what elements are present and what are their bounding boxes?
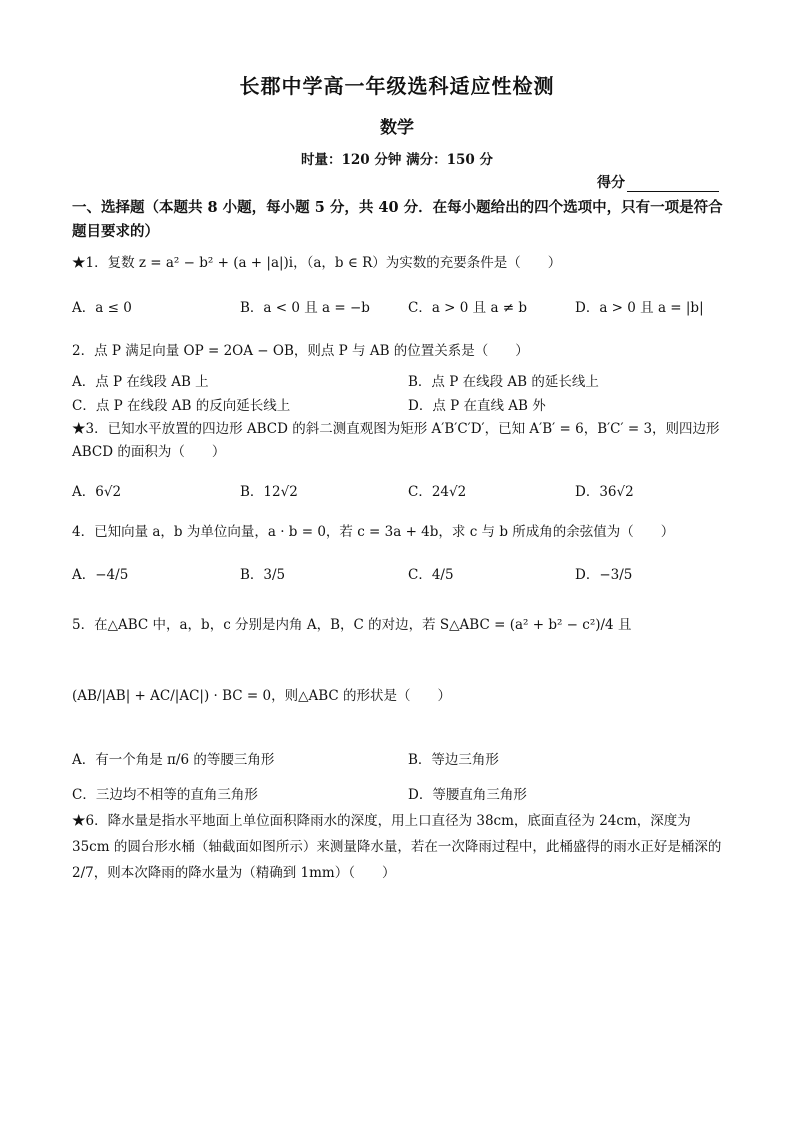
option-b: B．等边三角形	[408, 752, 499, 768]
option-c: C．三边均不相等的直角三角形	[72, 787, 258, 803]
question-6	[72, 808, 732, 886]
section-heading-choice: 一、选择题（本题共 8 小题，每小题 5 分，共 40 分．在每小题给出的四个选项中，只有一项是符合题目要求的）	[72, 199, 723, 240]
option-c: C．a > 0 且 a ≠ b	[408, 300, 528, 316]
option-a: A．−4/5	[72, 567, 129, 583]
question-5-line-1	[72, 614, 732, 637]
question-3-stem: ★3．已知水平放置的四边形 ABCD 的斜二测直观图为矩形 A′B′C′D′，已知 A′B′ = 6，B′C′ = 3，则四边形 ABCD 的面积为（ ）	[72, 421, 720, 460]
option-d: D．a > 0 且 a = |b|	[575, 300, 704, 316]
option-a: A．点 P 在线段 AB 上	[72, 374, 209, 390]
option-d: D．−3/5	[575, 567, 633, 583]
option-c: C．4/5	[408, 567, 454, 583]
option-c: C．点 P 在线段 AB 的反向延长线上	[72, 398, 291, 414]
question-3-options	[72, 480, 732, 503]
option-d: D．等腰直角三角形	[408, 787, 527, 803]
question-2	[72, 340, 732, 363]
question-4-options	[72, 563, 732, 586]
question-1	[72, 252, 732, 275]
option-b: B．a < 0 且 a = −b	[240, 300, 370, 316]
option-a: A．a ≤ 0	[72, 300, 132, 316]
question-5-stem-line-1: 5．在△ABC 中，a，b，c 分别是内角 A，B，C 的对边，若 S△ABC = (a² + b² − c²)/4 且	[72, 617, 632, 633]
subject-title: 数学	[380, 118, 414, 138]
option-a: A．6√2	[72, 484, 122, 500]
question-6-stem: ★6．降水量是指水平地面上单位面积降雨水的深度，用上口直径为 38cm，底面直径为 24cm，深度为 35cm 的圆台形水桶（轴截面如图所示）来测量降水量，若在一次降雨过程中，此桶盛得的雨水正好是桶深的 2/7，则本次降雨的降水量为（精确到 1mm）（ ）	[72, 813, 722, 881]
exam-title: 长郡中学高一年级选科适应性检测	[239, 74, 555, 98]
question-5-line-2	[72, 685, 732, 708]
question-2-stem: 2．点 P 满足向量 OP = 2OA − OB，则点 P 与 AB 的位置关系是（ ）	[72, 343, 529, 359]
option-d: D．点 P 在直线 AB 外	[408, 398, 546, 414]
question-4	[72, 521, 732, 544]
question-4-stem: 4．已知向量 a，b 为单位向量，a · b = 0，若 c = 3a + 4b，求 c 与 b 所成角的余弦值为（ ）	[72, 524, 675, 540]
question-5-stem-line-2: (AB/|AB| + AC/|AC|) · BC = 0，则△ABC 的形状是（ ）	[72, 688, 451, 704]
question-5-options	[72, 748, 732, 803]
option-c: C．24√2	[408, 484, 467, 500]
question-2-options	[72, 370, 732, 418]
question-1-options	[72, 296, 732, 319]
option-b: B．12√2	[240, 484, 298, 500]
time-and-score-info: 时量：120 分钟 满分：150 分	[301, 152, 493, 168]
score-label: 得分	[597, 175, 625, 191]
score-blank-line	[627, 176, 719, 192]
option-d: D．36√2	[575, 484, 634, 500]
score-field	[597, 172, 719, 192]
question-1-stem: ★1．复数 z = a² − b² + (a + |a|)i，（a，b ∈ R）为实数的充要条件是（ ）	[72, 255, 562, 271]
option-b: B．3/5	[240, 567, 286, 583]
option-b: B．点 P 在线段 AB 的延长线上	[408, 374, 599, 390]
question-3	[72, 418, 732, 464]
option-a: A．有一个角是 π/6 的等腰三角形	[72, 752, 275, 768]
